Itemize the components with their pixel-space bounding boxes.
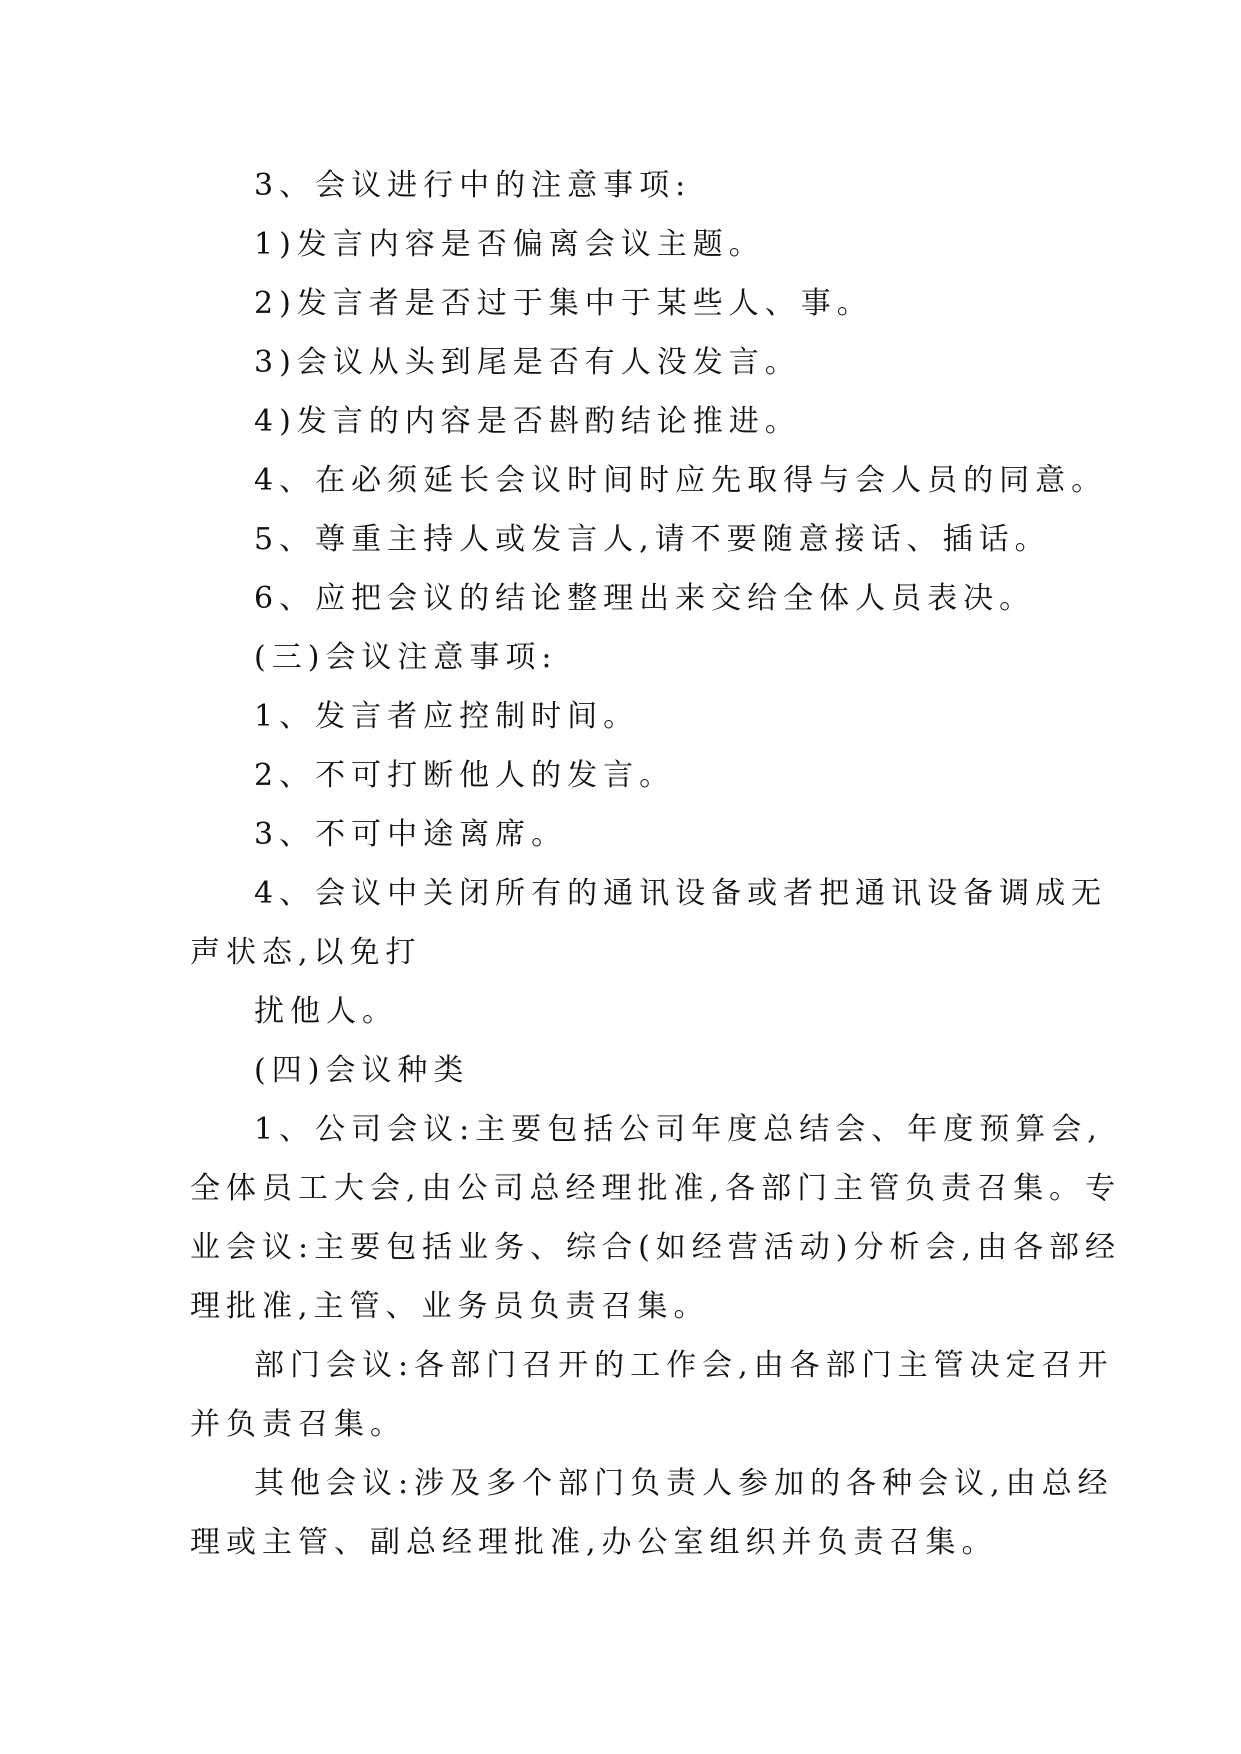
doc-line-23: 其他会议:涉及多个部门负责人参加的各种会议,由总经 <box>254 1466 1114 1501</box>
doc-line-20: 理批准,主管、业务员负责召集。 <box>190 1289 710 1324</box>
doc-line-2: 1)发言内容是否偏离会议主题。 <box>254 227 765 262</box>
doc-line-19: 业会议:主要包括业务、综合(如经营活动)分析会,由各部经 <box>190 1230 1122 1265</box>
doc-line-16: (四)会议种类 <box>254 1053 470 1088</box>
doc-line-21: 部门会议:各部门召开的工作会,由各部门主管决定召开 <box>254 1348 1114 1383</box>
doc-line-5: 4)发言的内容是否斟酌结论推进。 <box>254 404 801 439</box>
doc-line-17: 1、公司会议:主要包括公司年度总结会、年度预算会, <box>254 1112 1103 1147</box>
doc-line-3: 2)发言者是否过于集中于某些人、事。 <box>254 286 873 321</box>
doc-line-8: 6、应把会议的结论整理出来交给全体人员表决。 <box>254 581 1036 616</box>
doc-line-12: 3、不可中途离席。 <box>254 817 568 852</box>
doc-line-7: 5、尊重主持人或发言人,请不要随意接话、插话。 <box>254 522 1051 557</box>
doc-line-9: (三)会议注意事项: <box>254 640 558 675</box>
doc-line-24: 理或主管、副总经理批准,办公室组织并负责召集。 <box>190 1525 998 1560</box>
doc-line-22: 并负责召集。 <box>190 1407 406 1442</box>
doc-line-18: 全体员工大会,由公司总经理批准,各部门主管负责召集。专 <box>190 1171 1122 1206</box>
doc-line-10: 1、发言者应控制时间。 <box>254 699 640 734</box>
doc-line-15: 扰他人。 <box>254 994 398 1029</box>
doc-line-14: 声状态,以免打 <box>190 935 422 970</box>
doc-line-11: 2、不可打断他人的发言。 <box>254 758 676 793</box>
doc-line-6: 4、在必须延长会议时间时应先取得与会人员的同意。 <box>254 463 1108 498</box>
document-body <box>190 156 1122 1572</box>
doc-line-1: 3、会议进行中的注意事项: <box>254 168 692 203</box>
doc-line-13: 4、会议中关闭所有的通讯设备或者把通讯设备调成无 <box>254 876 1108 911</box>
doc-line-4: 3)会议从头到尾是否有人没发言。 <box>254 345 801 380</box>
